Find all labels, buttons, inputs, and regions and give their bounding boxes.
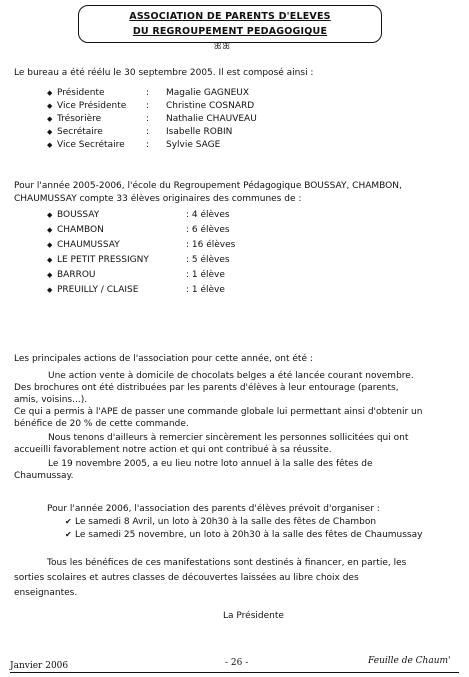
header-title-line-2: DU REGROUPEMENT PEDAGOGIQUE: [132, 26, 328, 37]
bullet-icon: ◆: [47, 256, 53, 264]
member-role: Vice Secrétaire: [57, 140, 125, 150]
checkmark-icon: ✔: [65, 530, 72, 539]
closing-line-2: sorties scolaires et autres classes de découvertes laissées au libre choix des: [14, 573, 359, 583]
actions-line: Chaumussay.: [14, 471, 74, 481]
member-name: Magalie GAGNEUX: [166, 88, 250, 98]
plans-intro: Pour l'année 2006, l'association des parents d'élèves prévoit d'organiser :: [47, 504, 380, 514]
member-sep: :: [146, 88, 150, 98]
actions-line: accueilli favorablement notre action et qui ont contribué à sa réussite.: [14, 445, 332, 455]
bullet-icon: ◆: [47, 286, 53, 294]
member-sep: :: [146, 140, 150, 150]
header-box: [78, 5, 382, 43]
commune-name: LE PETIT PRESSIGNY: [57, 255, 149, 265]
member-name: Christine COSNARD: [166, 101, 255, 111]
checkmark-icon: ✔: [65, 517, 72, 526]
closing-line-3: enseignantes.: [14, 588, 78, 598]
footer-page-number: - 26 -: [225, 658, 249, 668]
commune-name: PREUILLY / CLAISE: [57, 285, 139, 295]
actions-line: Ce qui a permis à l'APE de passer une commande globale lui permettant ainsi d'obtenir un: [14, 407, 423, 417]
bullet-icon: ◆: [47, 102, 53, 110]
commune-name: CHAUMUSSAY: [57, 240, 120, 250]
header-ornament: ꕤꕤ: [214, 42, 231, 52]
footer-rule: [10, 672, 459, 673]
closing-line-1: Tous les bénéfices de ces manifestations sont destinés à financer, en partie, les: [47, 558, 407, 568]
member-name: Nathalie CHAUVEAU: [166, 114, 257, 124]
commune-count: : 4 élèves: [186, 210, 230, 220]
actions-intro: Les principales actions de l'association pour cette année, ont été :: [14, 354, 313, 364]
member-role: Présidente: [57, 88, 105, 98]
bullet-icon: ◆: [47, 241, 53, 249]
ecole-intro-line-2: CHAUMUSSAY compte 33 élèves originaires des communes de :: [14, 194, 302, 204]
commune-count: : 1 élève: [186, 285, 225, 295]
bullet-icon: ◆: [47, 128, 53, 136]
member-name: Isabelle ROBIN: [166, 127, 233, 137]
bullet-icon: ◆: [47, 211, 53, 219]
plans-item: Le samedi 8 Avril, un loto à 20h30 à la salle des fêtes de Chambon: [75, 517, 377, 527]
commune-count: : 1 élève: [186, 270, 225, 280]
actions-line: Une action vente à domicile de chocolats belges a été lancée courant novembre.: [48, 371, 414, 381]
commune-name: BOUSSAY: [57, 210, 100, 220]
actions-line: Le 19 novembre 2005, a eu lieu notre loto annuel à la salle des fêtes de: [48, 459, 373, 469]
actions-line: Des brochures ont été distribuées par les parents d'élèves à leur entourage (parents,: [14, 383, 399, 393]
bureau-intro: Le bureau a été réélu le 30 septembre 2005. Il est composé ainsi :: [14, 68, 314, 78]
member-role: Trésorière: [57, 114, 102, 124]
member-sep: :: [146, 114, 150, 124]
bullet-icon: ◆: [47, 226, 53, 234]
commune-count: : 5 élèves: [186, 255, 230, 265]
bullet-icon: ◆: [47, 115, 53, 123]
plans-item: Le samedi 25 novembre, un loto à 20h30 à la salle des fêtes de Chaumussay: [75, 530, 423, 540]
signature: La Présidente: [223, 611, 284, 621]
commune-name: BARROU: [57, 270, 96, 280]
member-role: Secrétaire: [57, 127, 103, 137]
ecole-intro-line-1: Pour l'année 2005-2006, l'école du Regroupement Pédagogique BOUSSAY, CHAMBON,: [14, 181, 402, 191]
member-sep: :: [146, 101, 150, 111]
bullet-icon: ◆: [47, 89, 53, 97]
bullet-icon: ◆: [47, 141, 53, 149]
member-sep: :: [146, 127, 150, 137]
commune-count: : 16 élèves: [186, 240, 236, 250]
header-title-line-1: ASSOCIATION DE PARENTS D'ELEVES: [129, 11, 331, 22]
actions-line: amis, voisins...).: [14, 395, 88, 405]
bullet-icon: ◆: [47, 271, 53, 279]
commune-count: : 6 élèves: [186, 225, 230, 235]
actions-line: Nous tenons d'ailleurs à remercier sincèrement les personnes sollicitées qui ont: [48, 433, 409, 443]
member-role: Vice Présidente: [57, 101, 127, 111]
footer-date: Janvier 2006: [10, 661, 69, 671]
actions-line: bénéfice de 20 % de cette commande.: [14, 419, 189, 429]
commune-name: CHAMBON: [57, 225, 104, 235]
footer-publication: Feuille de Chaum': [368, 656, 451, 666]
member-name: Sylvie SAGE: [166, 140, 221, 150]
